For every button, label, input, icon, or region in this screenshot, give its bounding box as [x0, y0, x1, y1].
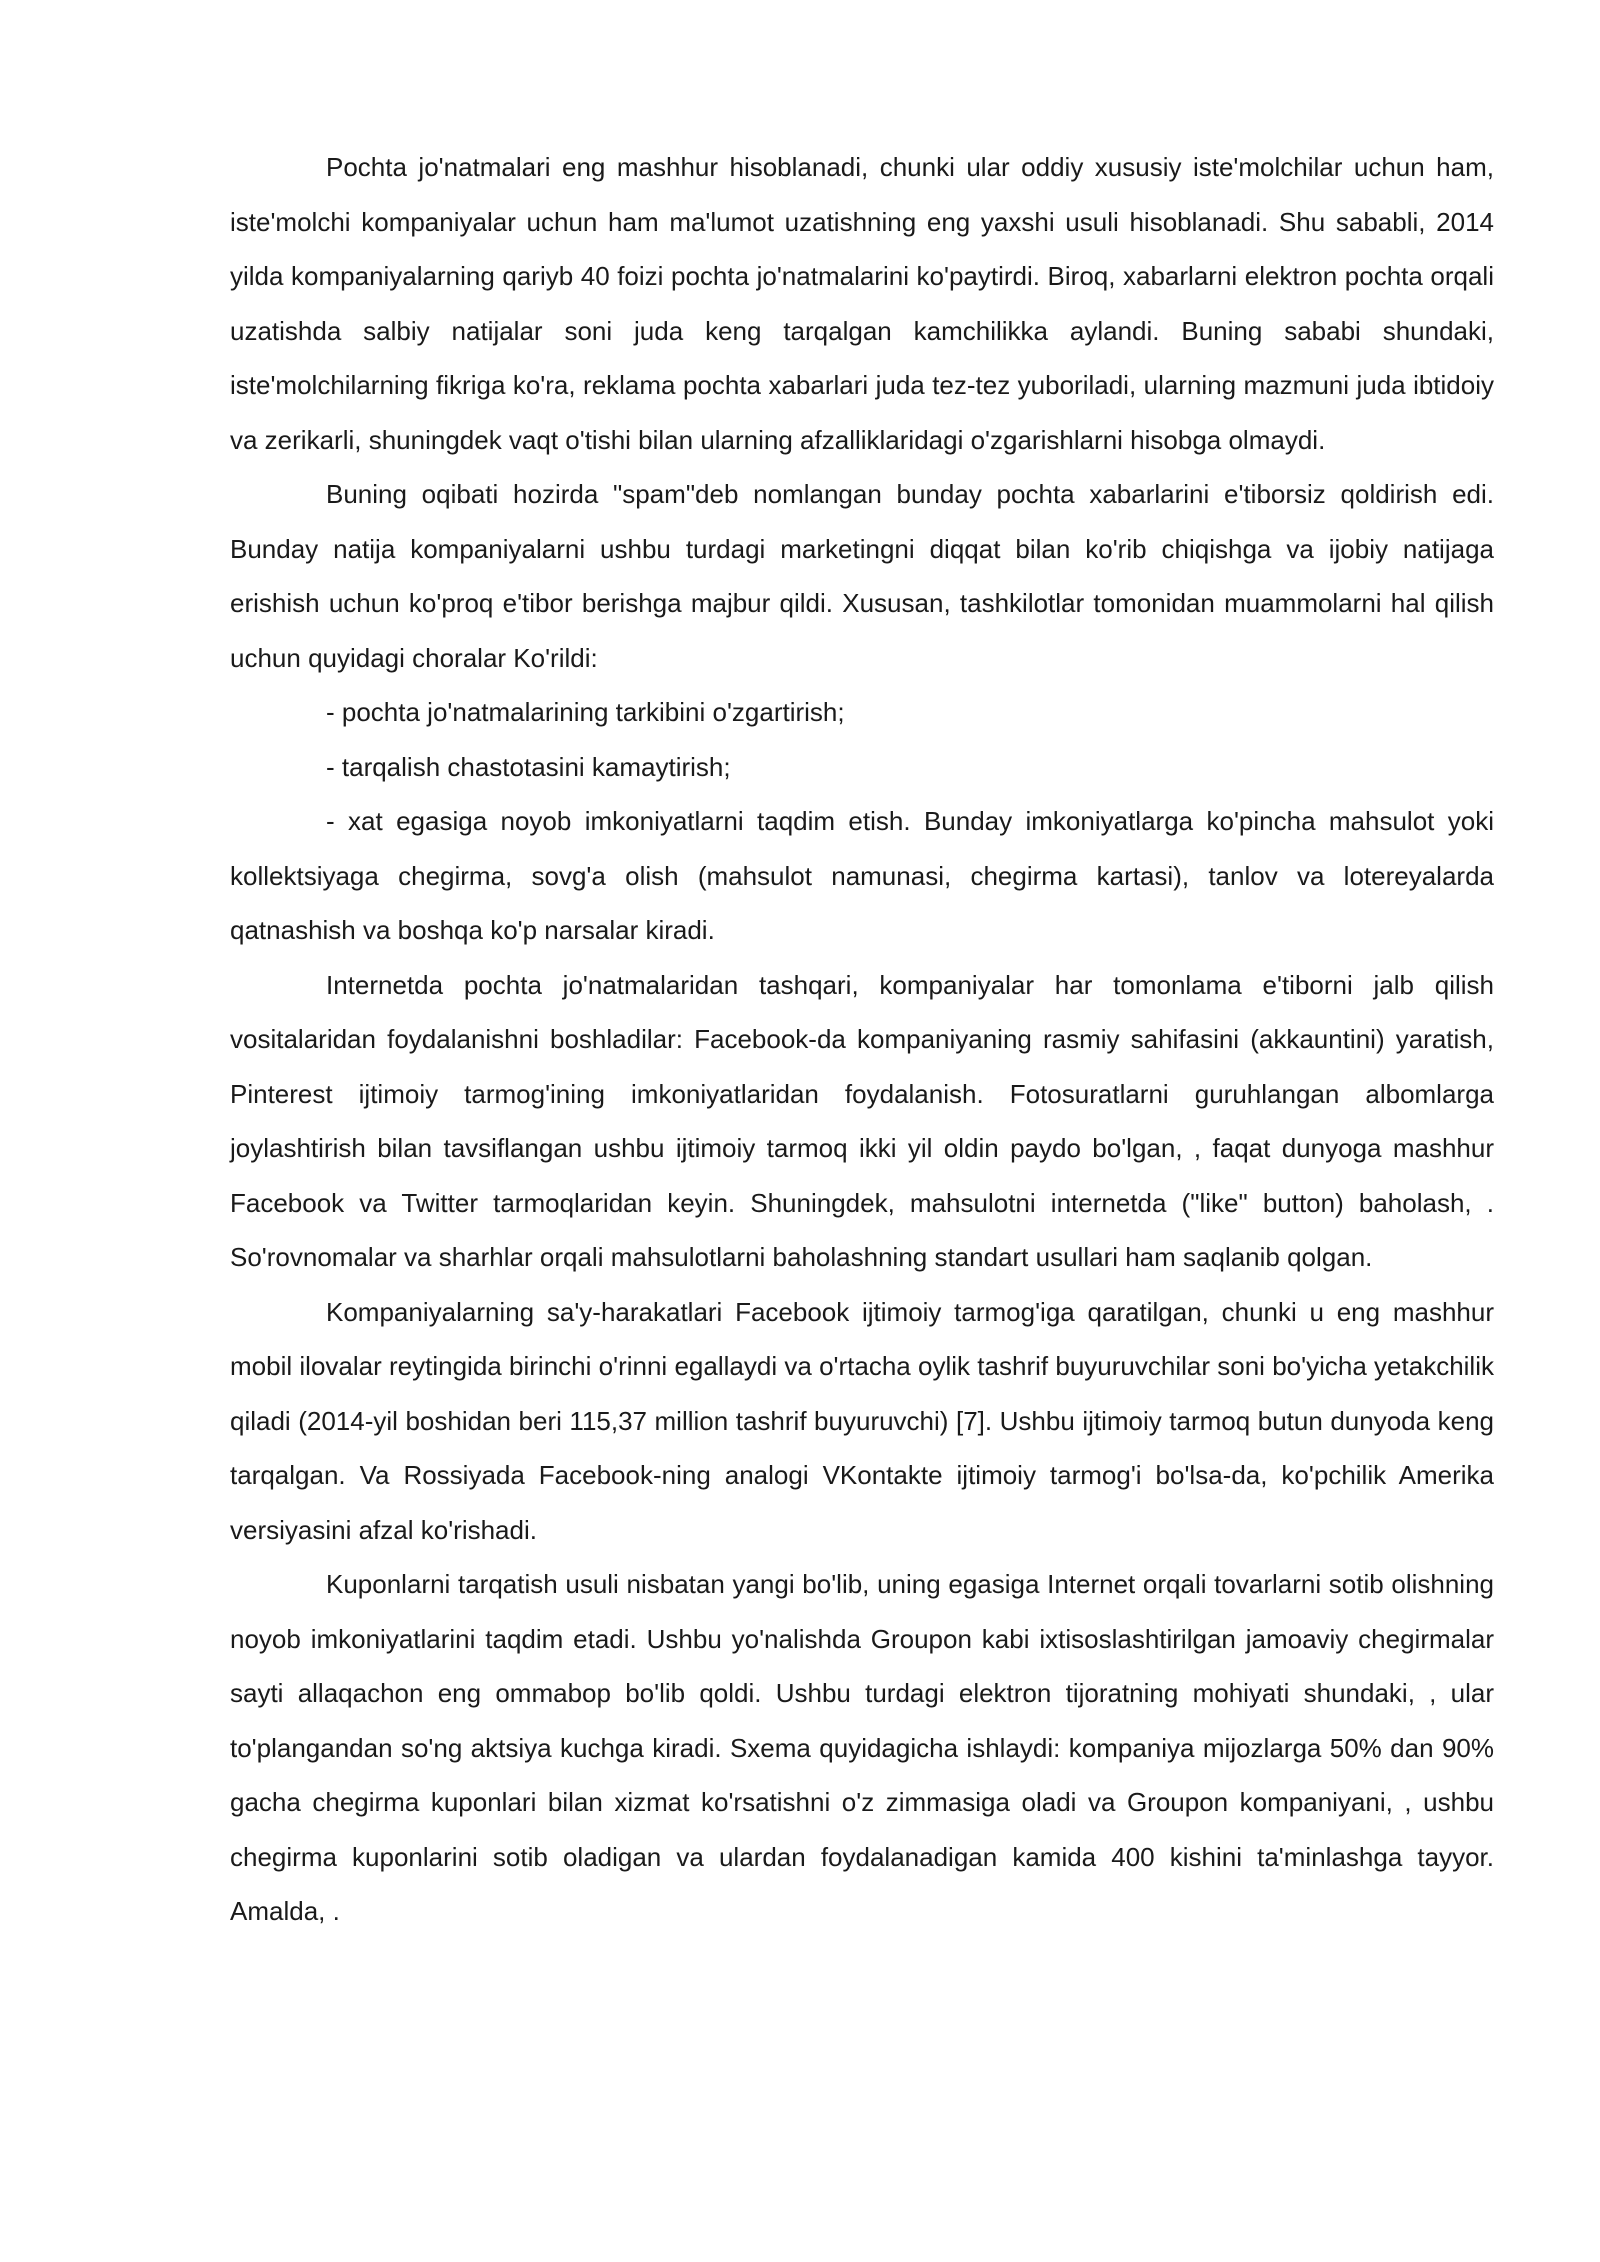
paragraph-social-media: Internetda pochta jo'natmalaridan tashqari, kompaniyalar har tomonlama e'tiborni jalb qilish vositalaridan foydalanishni boshladilar: Facebook-da kompaniyaning rasmiy sahifasini (akkauntini) yaratish, Pinterest ijtimoiy tarmog'ining imkoniyatlaridan foydalanish. Fotosuratlarni guruhlangan albomlarga joylashtirish bilan tavsiflangan ushbu ijtimoiy tarmoq ikki yil oldin paydo bo'lgan, , faqat dunyoga mashhur Facebook va Twitter tarmoqlaridan keyin. Shuningdek, mahsulotni internetda ("like" button) baholash, . So'rovnomalar va sharhlar orqali mahsulotlarni baholashning standart usullari ham saqlanib qolgan. [230, 969, 1494, 1272]
document-page [230, 140, 1494, 1939]
paragraph-spam-consequence: Buning oqibati hozirda "spam"deb nomlangan bunday pochta xabarlarini e'tiborsiz qoldirish edi. Bunday natija kompaniyalarni ushbu turdagi marketingni diqqat bilan ko'rib chiqishga va ijobiy natijaga erishish uchun ko'proq e'tibor berishga majbur qildi. Xususan, tashkilotlar tomonidan muammolarni hal qilish uchun quyidagi choralar Ko'rildi: [230, 479, 1494, 673]
paragraph-email-popularity: Pochta jo'natmalari eng mashhur hisoblanadi, chunki ular oddiy xususiy iste'molchilar uchun ham, iste'molchi kompaniyalar uchun ham ma'lumot uzatishning eng yaxshi usuli hisoblanadi. Shu sababli, 2014 yilda kompaniyalarning qariyb 40 foizi pochta jo'natmalarini ko'paytirdi. Biroq, xabarlarni elektron pochta orqali uzatishda salbiy natijalar soni juda keng tarqalgan kamchilikka aylandi. Buning sababi shundaki, iste'molchilarning fikriga ko'ra, reklama pochta xabarlari juda tez-tez yuboriladi, ularning mazmuni juda ibtidoiy va zerikarli, shuningdek vaqt o'tishi bilan ularning afzalliklaridagi o'zgarishlarni hisobga olmaydi. [230, 152, 1494, 455]
paragraph-coupons: Kuponlarni tarqatish usuli nisbatan yangi bo'lib, uning egasiga Internet orqali tovarlarni sotib olishning noyob imkoniyatlarini taqdim etadi. Ushbu yo'nalishda Groupon kabi ixtisoslashtirilgan jamoaviy chegirmalar sayti allaqachon eng ommabop bo'lib qoldi. Ushbu turdagi elektron tijoratning mohiyati shundaki, , ular to'plangandan so'ng aktsiya kuchga kiradi. Sxema quyidagicha ishlaydi: kompaniya mijozlarga 50% dan 90% gacha chegirma kuponlari bilan xizmat ko'rsatishni o'z zimmasiga oladi va Groupon kompaniyani, , ushbu chegirma kuponlarini sotib oladigan va ulardan foydalanadigan kamida 400 kishini ta'minlashga tayyor. Amalda, . [230, 1569, 1494, 1926]
list-item-change-content: - pochta jo'natmalarining tarkibini o'zgartirish; [326, 697, 845, 727]
paragraph-facebook-focus: Kompaniyalarning sa'y-harakatlari Facebook ijtimoiy tarmog'iga qaratilgan, chunki u eng mashhur mobil ilovalar reytingida birinchi o'rinni egallaydi va o'rtacha oylik tashrif buyuruvchilar soni bo'yicha yetakchilik qiladi (2014-yil boshidan beri 115,37 million tashrif buyuruvchi) [7]. Ushbu ijtimoiy tarmoq butun dunyoda keng tarqalgan. Va Rossiyada Facebook-ning analogi VKontakte ijtimoiy tarmog'i bo'lsa-da, ko'pchilik Amerika versiyasini afzal ko'rishadi. [230, 1296, 1494, 1545]
list-item-unique-opportunities: - xat egasiga noyob imkoniyatlarni taqdim etish. Bunday imkoniyatlarga ko'pincha mahsulot yoki kollektsiyaga chegirma, sovg'a olish (mahsulot namunasi, chegirma kartasi), tanlov va lotereyalarda qatnashish va boshqa ko'p narsalar kiradi. [230, 806, 1494, 945]
list-item-reduce-frequency: - tarqalish chastotasini kamaytirish; [326, 751, 731, 782]
